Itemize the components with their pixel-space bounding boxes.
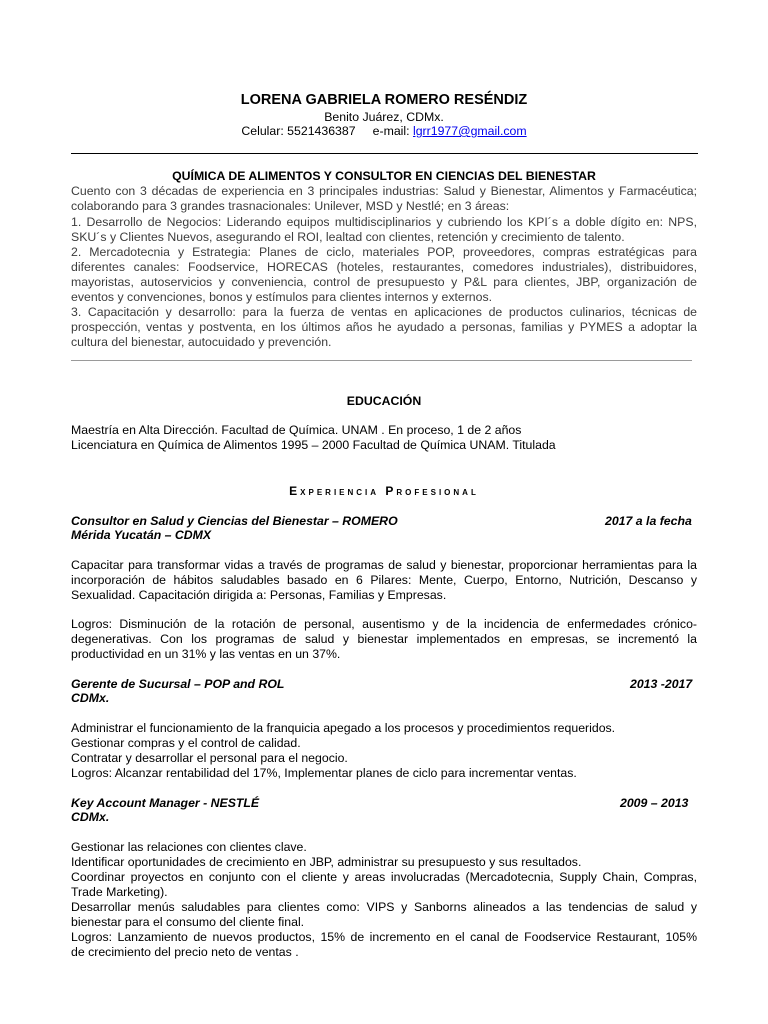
job-achievement-line: productividad en un 31% y las ventas en un 37%. [71, 647, 341, 661]
profile-line: mayoristas, autoservicios y conveniencia, control de presupuesto y P&L para clientes, JBP, organización de [71, 275, 697, 289]
job-description-line: Identificar oportunidades de crecimiento en JBP, administrar su presupuesto y sus resultados. [71, 855, 582, 869]
profile-line: 1. Desarrollo de Negocios: Liderando equipos multidisciplinarios y cubriendo los KPI´s a doble dígito en: NPS, [71, 215, 697, 229]
job-description-line: Capacitar para transformar vidas a través de programas de salud y bienestar, proporcionar herramientas para la [71, 558, 697, 572]
location: Benito Juárez, CDMx. [324, 110, 444, 124]
profile-line: diferentes canales: Foodservice, HORECAS (hoteles, restaurantes, comedores industriales), distribuidores, [71, 260, 697, 274]
job-description-line: incorporación de hábitos saludables basado en 6 Pilares: Mente, Cuerpo, Entorno, Nutrición, Descanso y [71, 573, 697, 587]
email-link[interactable]: lgrr1977@gmail.com [412, 124, 527, 138]
job-description-line: Trade Marketing). [71, 885, 168, 899]
education-item: Licenciatura en Química de Alimentos 1995 – 2000 Facultad de Química UNAM. Titulada [71, 438, 556, 452]
job-location: CDMx. [71, 810, 110, 824]
job-achievement-line: Logros: Disminución de la rotación de personal, ausentismo y de la incidencia de enfermedades crónico- [71, 617, 697, 631]
job-description-line: bienestar para el consumo del cliente final. [71, 915, 305, 929]
job-description-line: Logros: Lanzamiento de nuevos productos, 15% de incremento en el canal de Foodservice Restaurant, 105% [71, 930, 697, 944]
education-heading: EDUCACIÓN [346, 394, 422, 408]
contact-line [0, 124, 768, 139]
profile-divider [71, 360, 692, 361]
profile-line: cultura del bienestar, autocuidado y prevención. [71, 335, 332, 349]
job-title: Gerente de Sucursal – POP and ROL [71, 677, 285, 691]
job-description-line: Gestionar compras y el control de calidad. [71, 736, 301, 750]
candidate-name: LORENA GABRIELA ROMERO RESÉNDIZ [240, 92, 528, 108]
profile-line: prospección, ventas y postventa, en los últimos años he ayudado a personas, familias y PYMES a adoptar la [71, 320, 697, 334]
email-label: e-mail: [372, 124, 410, 138]
profile-title: QUÍMICA DE ALIMENTOS Y CONSULTOR EN CIENCIAS DEL BIENESTAR [172, 169, 596, 183]
job-description-line: Coordinar proyectos en conjunto con el cliente y areas involucradas (Mercadotecnia, Supply Chain, Compras, [71, 870, 697, 884]
profile-line: eventos y convenciones, bonos y estímulos para clientes internos y externos. [71, 290, 493, 304]
job-description-line: Gestionar las relaciones con clientes clave. [71, 840, 307, 854]
phone-label: Celular: [241, 124, 284, 138]
job-description-line: Administrar el funcionamiento de la franquicia apegado a los procesos y procedimientos requeridos. [71, 721, 616, 735]
job-description-line: Desarrollar menús saludables para clientes como: VIPS y Sanborns alineados a las tendencias de salud y [71, 900, 697, 914]
job-location: Mérida Yucatán – CDMX [71, 528, 212, 542]
profile-line: Cuento con 3 décadas de experiencia en 3 principales industrias: Salud y Bienestar, Alimentos y Farmacéutica; [71, 184, 697, 198]
job-dates: 2017 a la fecha [605, 514, 692, 528]
job-description-line: Sexualidad. Capacitación dirigida a: Personas, Familias y Empresas. [71, 588, 447, 602]
job-achievement-line: degenerativas. Con los programas de salud y bienestar implementados en empresas, se incrementó la [71, 632, 697, 646]
education-item: Maestría en Alta Dirección. Facultad de Química. UNAM . En proceso, 1 de 2 años [71, 423, 522, 437]
job-title: Key Account Manager - NESTLÉ [71, 796, 260, 810]
job-title: Consultor en Salud y Ciencias del Bienestar – ROMERO [71, 514, 398, 528]
job-description-line: Contratar y desarrollar el personal para el negocio. [71, 751, 348, 765]
job-description-line: de crecimiento del precio neto de ventas . [71, 945, 299, 959]
header-divider [71, 153, 698, 154]
profile-line: 2. Mercadotecnia y Estrategia: Planes de ciclo, materiales POP, proveedores, compras estratégicas para [71, 245, 697, 259]
job-dates: 2009 – 2013 [620, 796, 689, 810]
job-location: CDMx. [71, 691, 110, 705]
experience-heading: Experiencia Profesional [289, 484, 479, 498]
phone-number: 5521436387 [287, 124, 356, 138]
profile-line: 3. Capacitación y desarrollo: para la fuerza de ventas en aplicaciones de productos culinarios, técnicas de [71, 305, 697, 319]
job-dates: 2013 -2017 [630, 677, 693, 691]
profile-line: colaborando para 3 grandes trasnacionales: Unilever, MSD y Nestlé; en 3 áreas: [71, 199, 510, 213]
job-description-line: Logros: Alcanzar rentabilidad del 17%, Implementar planes de ciclo para incrementar ventas. [71, 766, 577, 780]
profile-line: SKU´s y Clientes Nuevos, asegurando el ROI, lealtad con clientes, retención y crecimiento de talento. [71, 230, 625, 244]
